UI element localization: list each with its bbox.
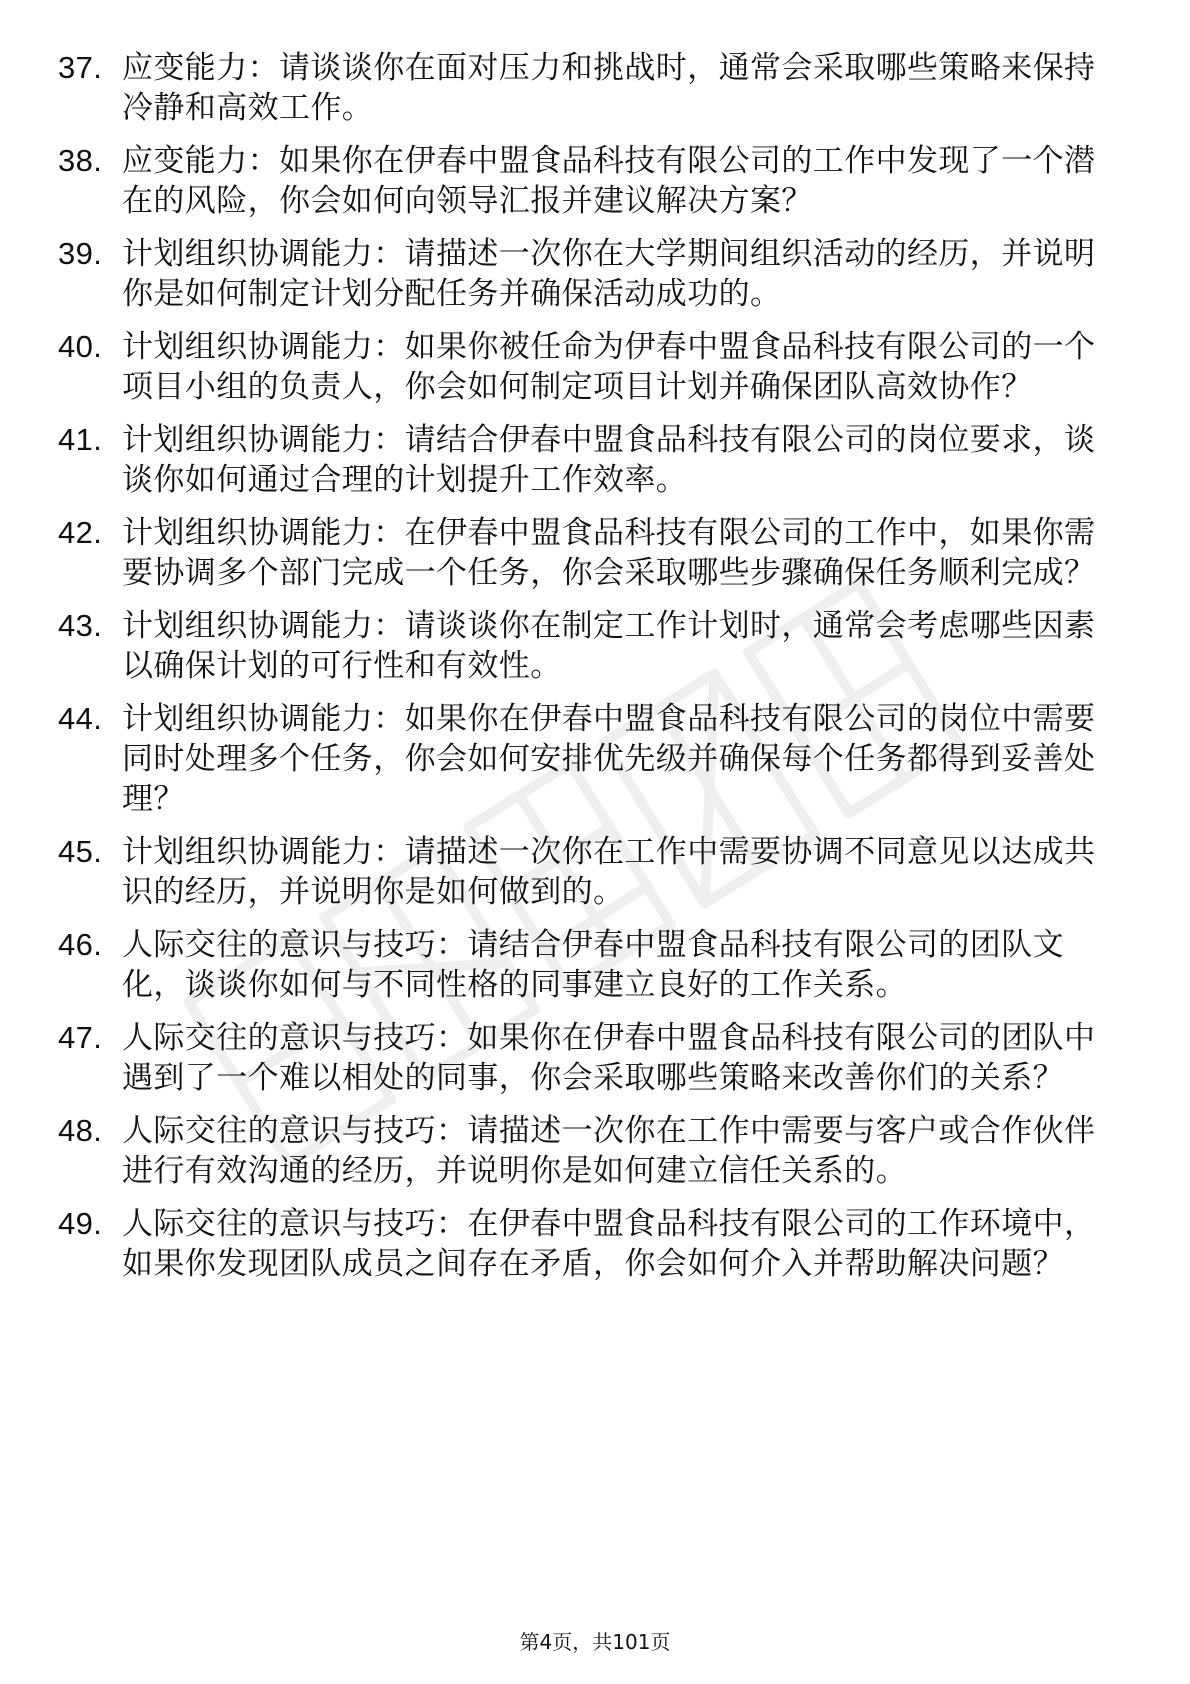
question-text: 人际交往的意识与技巧：在伊春中盟食品科技有限公司的工作环境中，如果你发现团队成员之间存在矛盾，你会如何介入并帮助解决问题？ bbox=[122, 1206, 1096, 1282]
question-item bbox=[58, 234, 1118, 314]
question-number: 48. bbox=[58, 1113, 103, 1148]
question-number: 44. bbox=[58, 701, 103, 736]
question-number: 45. bbox=[58, 834, 103, 869]
question-number: 39. bbox=[58, 236, 103, 271]
question-item bbox=[58, 513, 1118, 593]
question-item bbox=[58, 1018, 1118, 1098]
question-number: 47. bbox=[58, 1020, 103, 1055]
question-item bbox=[58, 699, 1118, 819]
question-item bbox=[58, 1204, 1118, 1284]
question-text: 人际交往的意识与技巧：请结合伊春中盟食品科技有限公司的团队文化，谈谈你如何与不同性格的同事建立良好的工作关系。 bbox=[122, 927, 1064, 1003]
question-number: 43. bbox=[58, 608, 103, 643]
question-number: 49. bbox=[58, 1206, 103, 1241]
question-number: 40. bbox=[58, 329, 103, 364]
question-number: 46. bbox=[58, 927, 103, 962]
question-text: 应变能力：如果你在伊春中盟食品科技有限公司的工作中发现了一个潜在的风险，你会如何向领导汇报并建议解决方案？ bbox=[122, 143, 1096, 219]
question-item bbox=[58, 48, 1118, 128]
question-item bbox=[58, 1111, 1118, 1191]
question-item bbox=[58, 606, 1118, 686]
question-item bbox=[58, 141, 1118, 221]
question-item bbox=[58, 420, 1118, 500]
question-item bbox=[58, 925, 1118, 1005]
question-item bbox=[58, 327, 1118, 407]
question-text: 计划组织协调能力：请结合伊春中盟食品科技有限公司的岗位要求，谈谈你如何通过合理的计划提升工作效率。 bbox=[122, 422, 1096, 498]
question-list bbox=[58, 48, 1118, 1297]
question-text: 人际交往的意识与技巧：请描述一次你在工作中需要与客户或合作伙伴进行有效沟通的经历，并说明你是如何建立信任关系的。 bbox=[122, 1113, 1096, 1189]
question-number: 38. bbox=[58, 143, 103, 178]
question-text: 计划组织协调能力：请描述一次你在工作中需要协调不同意见以达成共识的经历，并说明你是如何做到的。 bbox=[122, 834, 1096, 910]
question-number: 37. bbox=[58, 50, 103, 85]
question-text: 计划组织协调能力：在伊春中盟食品科技有限公司的工作中，如果你需要协调多个部门完成一个任务，你会采取哪些步骤确保任务顺利完成？ bbox=[122, 515, 1096, 591]
page-footer: 第4页，共101页 bbox=[519, 1630, 671, 1654]
question-text: 计划组织协调能力：请描述一次你在大学期间组织活动的经历，并说明你是如何制定计划分配任务并确保活动成功的。 bbox=[122, 236, 1096, 312]
question-item bbox=[58, 832, 1118, 912]
question-number: 42. bbox=[58, 515, 103, 550]
question-text: 计划组织协调能力：如果你被任命为伊春中盟食品科技有限公司的一个项目小组的负责人，你会如何制定项目计划并确保团队高效协作？ bbox=[122, 329, 1096, 405]
question-number: 41. bbox=[58, 422, 103, 457]
question-text: 应变能力：请谈谈你在面对压力和挑战时，通常会采取哪些策略来保持冷静和高效工作。 bbox=[122, 50, 1096, 126]
question-text: 计划组织协调能力：如果你在伊春中盟食品科技有限公司的岗位中需要同时处理多个任务，你会如何安排优先级并确保每个任务都得到妥善处理？ bbox=[122, 701, 1096, 817]
question-text: 人际交往的意识与技巧：如果你在伊春中盟食品科技有限公司的团队中遇到了一个难以相处的同事，你会采取哪些策略来改善你们的关系？ bbox=[122, 1020, 1096, 1096]
question-text: 计划组织协调能力：请谈谈你在制定工作计划时，通常会考虑哪些因素以确保计划的可行性和有效性。 bbox=[122, 608, 1096, 684]
